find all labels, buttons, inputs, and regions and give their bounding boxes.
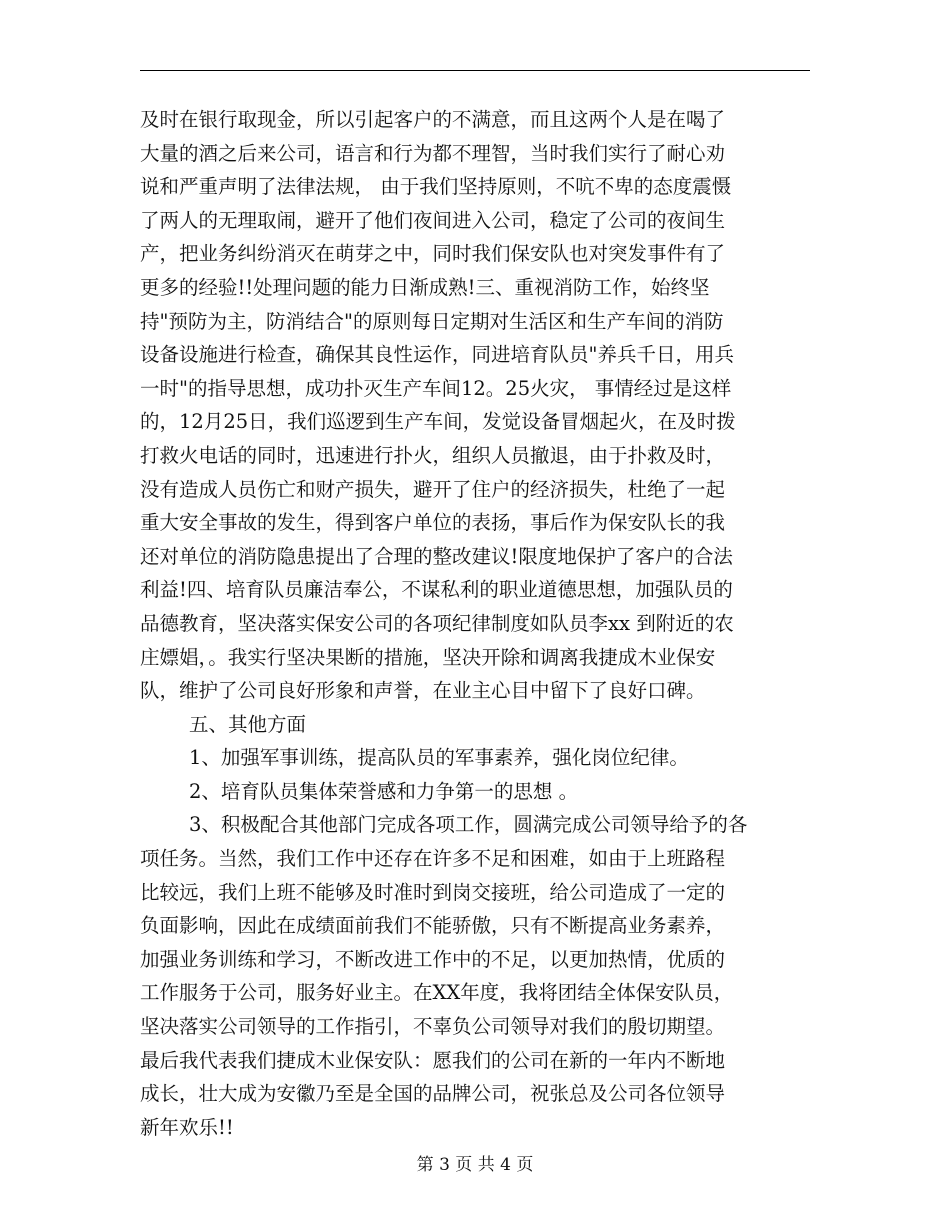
list-item: 2、培育队员集体荣誉感和力争第一的思想 。	[189, 779, 579, 803]
text-line: 一时"的指导思想，成功扑灭生产车间12。25火灾， 事情经过是这样	[140, 376, 732, 400]
text-line: 最后我代表我们捷成木业保安队：愿我们的公司在新的一年内不断地	[140, 1048, 726, 1072]
text-line: 比较远，我们上班不能够及时准时到岗交接班，给公司造成了一定的	[140, 880, 726, 904]
text-line: 的，12月25日，我们巡逻到生产车间，发觉设备冒烟起火，在及时拨	[140, 410, 736, 434]
text-line: 加强业务训练和学习，不断改进工作中的不足，以更加热情，优质的	[140, 947, 726, 971]
text-line: 新年欢乐!!	[140, 1115, 234, 1139]
text-line: 项任务。当然，我们工作中还存在许多不足和困难，如由于上班路程	[140, 847, 726, 871]
section-heading: 五、其他方面	[189, 712, 307, 736]
text-line: 设备设施进行检查，确保其良性运作，同进培育队员"养兵千日，用兵	[140, 343, 734, 367]
list-item: 1、加强军事训练，提高队员的军事素养，强化岗位纪律。	[189, 746, 689, 770]
text-line: 成长，壮大成为安徽乃至是全国的品牌公司，祝张总及公司各位领导	[140, 1082, 726, 1106]
text-line: 产，把业务纠纷消灭在萌芽之中，同时我们保安队也对突发事件有了	[140, 242, 726, 266]
text-line: 更多的经验!!处理问题的能力日渐成熟!三、重视消防工作，始终坚	[140, 275, 710, 299]
text-line: 及时在银行取现金，所以引起客户的不满意，而且这两个人是在喝了	[140, 108, 726, 131]
text-line: 没有造成人员伤亡和财产损失，避开了住户的经济损失，杜绝了一起	[140, 477, 726, 501]
page-number: 第 3 页 共 4 页	[416, 1155, 534, 1175]
text-line: 品德教育，坚决落实保安公司的各项纪律制度如队员李xx 到附近的农	[140, 611, 734, 635]
text-line: 大量的酒之后来公司，语言和行为都不理智，当时我们实行了耐心劝	[140, 141, 726, 165]
document-body	[140, 103, 820, 1144]
text-line: 负面影响，因此在成绩面前我们不能骄傲，只有不断提高业务素养，	[140, 914, 726, 938]
text-line: 坚决落实公司领导的工作指引，不辜负公司领导对我们的殷切期望。	[140, 1015, 726, 1039]
text-line: 打救火电话的同时，迅速进行扑火，组织人员撤退，由于扑救及时，	[140, 443, 726, 467]
text-line: 了两人的无理取闹，避开了他们夜间进入公司，稳定了公司的夜间生	[140, 208, 726, 232]
text-line: 重大安全事故的发生，得到客户单位的表扬，事后作为保安队长的我	[140, 511, 726, 535]
text-line: 队，维护了公司良好形象和声誉，在业主心目中留下了良好口碑。	[140, 679, 706, 703]
text-line: 持"预防为主，防消结合"的原则每日定期对生活区和生产车间的消防	[140, 309, 724, 333]
header-rule	[140, 70, 810, 71]
list-item: 3、积极配合其他部门完成各项工作，圆满完成公司领导给予的各	[189, 813, 748, 837]
text-line: 还对单位的消防隐患提出了合理的整改建议!限度地保护了客户的合法	[140, 544, 733, 568]
text-line: 说和严重声明了法律法规， 由于我们坚持原则，不吭不卑的态度震慑	[140, 175, 732, 199]
text-line: 工作服务于公司，服务好业主。在XX年度，我将团结全体保安队员，	[140, 981, 734, 1005]
text-line: 利益!四、培育队员廉洁奉公，不谋私利的职业道德思想，加强队员的	[140, 578, 733, 602]
text-line: 庄嫖娼，。我实行坚决果断的措施，坚决开除和调离我捷成木业保安	[140, 645, 716, 669]
